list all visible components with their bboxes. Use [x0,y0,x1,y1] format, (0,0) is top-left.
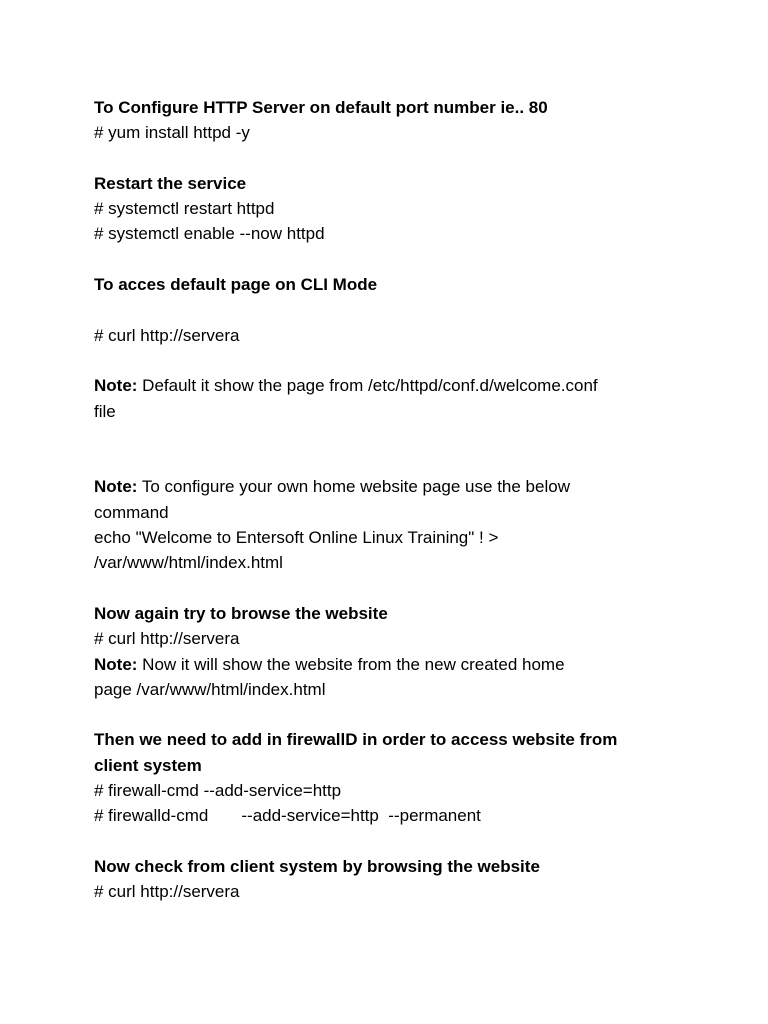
note-label: Note: [94,477,138,497]
heading-access-default-page: To acces default page on CLI Mode [94,275,378,295]
heading-restart-service: Restart the service [94,173,247,193]
spacer [94,424,694,475]
command-systemctl-restart: # systemctl restart httpd [94,199,275,219]
spacer [94,348,694,373]
document-page [94,95,694,905]
heading-browse-again: Now again try to browse the website [94,603,388,623]
heading-check-client: Now check from client system by browsing the website [94,856,540,876]
note-text: Now it will show the website from the new created home [137,654,565,674]
heading-firewall-cont: client system [94,755,202,775]
note-text: To configure your own home website page use the below [137,477,570,497]
command-curl-servera: # curl http://servera [94,882,240,902]
command-systemctl-enable: # systemctl enable --now httpd [94,224,325,244]
command-curl-servera: # curl http://servera [94,325,240,345]
note-default-page [94,373,694,398]
spacer [94,702,694,727]
command-echo-welcome: echo "Welcome to Entersoft Online Linux Training" ! > [94,528,499,548]
command-curl-servera: # curl http://servera [94,629,240,649]
spacer [94,297,694,322]
command-echo-welcome-cont: /var/www/html/index.html [94,553,283,573]
note-text: Default it show the page from /etc/httpd/conf.d/welcome.conf [137,376,598,396]
note-label: Note: [94,376,138,396]
heading-firewall: Then we need to add in firewallD in order to access website from [94,730,618,750]
note-configure-home-page [94,474,694,499]
spacer [94,247,694,272]
heading-configure-http: To Configure HTTP Server on default port number ie.. 80 [94,98,548,117]
note-label: Note: [94,654,138,674]
spacer [94,829,694,854]
note-configure-home-page-cont: command [94,502,169,522]
spacer [94,146,694,171]
note-new-home-page [94,652,694,677]
command-firewall-permanent: # firewalld-cmd --add-service=http --permanent [94,806,481,826]
spacer [94,576,694,601]
note-new-home-page-cont: page /var/www/html/index.html [94,679,326,699]
command-yum-install: # yum install httpd -y [94,123,250,143]
command-firewall-add-service: # firewall-cmd --add-service=http [94,781,342,801]
note-default-page-cont: file [94,401,116,421]
